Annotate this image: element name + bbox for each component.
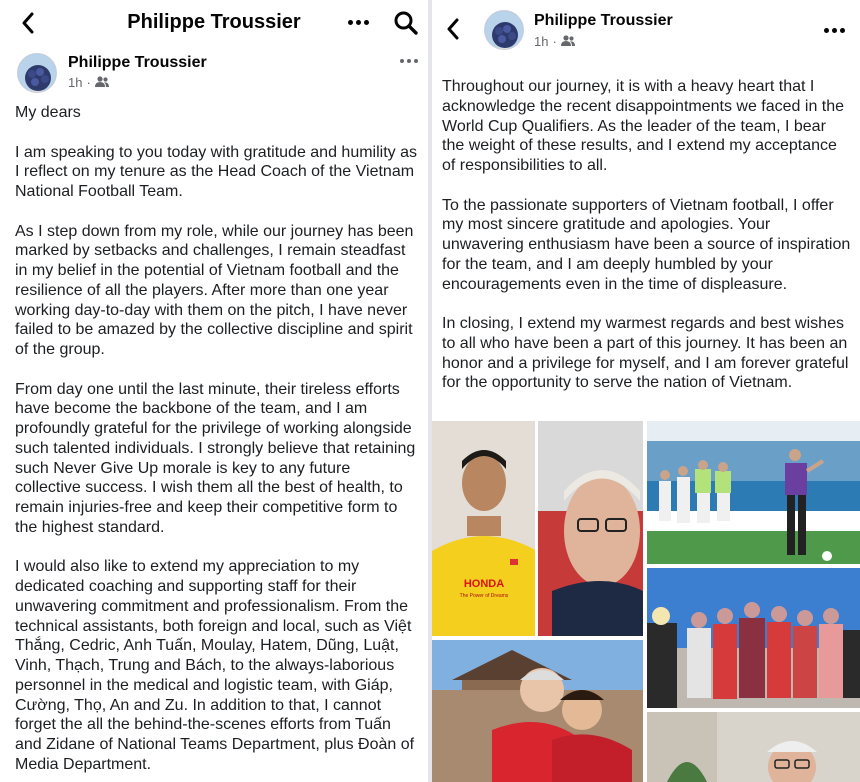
photo-group-outdoor[interactable] (647, 568, 860, 708)
photo-selfie[interactable] (432, 640, 643, 782)
post-paragraph: I would also like to extend my appreciation to my dedicated coaching and supporting staff for their unwavering commitment and professionalism. From the technical assistants, both foreign and local, such as Việt Thắng, Cedric, Anh Tuấn, Moulay, Hatem, Dũng, Luật, Vinh, Thạch, Trung and Bách, to the always-laborious personnel in the medical and logistic team, with Giáp, Cường, Thọ, An and Zu. In addition to that, I cannot forget the all the behind-the-scenes efforts from Tuấn and Zidane of National Teams Department, plus Đoàn of Media Department. (15, 558, 415, 773)
page-title: Philippe Troussier (127, 11, 301, 33)
post-paragraph: From day one until the last minute, their tireless efforts have become the backbone of the team, and I am profoundly grateful for the privilege of working alongside such talented individuals. I strongly believe that retaining such Never Give Up morale is key to any future collective success. I wish them all the best of health, to remain injuries-free and keep their competitive form to the highest standard. (15, 380, 416, 536)
back-arrow-icon[interactable] (446, 18, 466, 42)
top-bar (0, 0, 428, 46)
avatar[interactable] (484, 10, 524, 50)
friends-icon (561, 34, 575, 49)
author-name[interactable]: Philippe Troussier (534, 12, 673, 29)
post-meta (534, 34, 575, 49)
more-icon[interactable] (824, 28, 845, 33)
post-paragraph: In closing, I extend my warmest regards and best wishes to all who have been a part of this journey. It has been an honor and a privilege for myself, and I am forever grateful for the opportunity to serve the nation of Vietnam. (442, 315, 849, 392)
photo-player-and-coach[interactable] (432, 421, 643, 636)
jersey-subtext: The Power of Dreams (459, 593, 509, 599)
post-time: 1h (68, 75, 83, 90)
search-icon[interactable] (393, 10, 419, 36)
meta-separator: · (552, 34, 557, 49)
post-meta (68, 75, 109, 90)
post-more-icon[interactable] (400, 59, 418, 63)
post-paragraph: Throughout our journey, it is with a heavy heart that I acknowledge the recent disappointments we faced in the World Cup Qualifiers. As the leader of the team, I bear the weight of these results, and I extend my acceptance of responsibilities to all. (442, 78, 845, 174)
post-header (484, 10, 784, 54)
left-screenshot (0, 0, 428, 782)
meta-separator: · (86, 75, 91, 90)
post-body (15, 103, 419, 782)
post-body (442, 77, 852, 413)
post-time: 1h (534, 34, 549, 49)
right-screenshot (432, 0, 860, 782)
post-paragraph: To the passionate supporters of Vietnam football, I offer my most sincere gratitude and apologies. Your unwavering enthusiasm have been a source of inspiration for the team, and I am deeply humbled by your encouragements even in the time of displeasure. (442, 196, 851, 293)
post-paragraph: As I step down from my role, while our journey has been marked by setbacks and challenges, I remain steadfast in my belief in the potential of Vietnam football and the resilience of all the players. After more than one year working day-to-day with them on the pitch, I have never failed to be amazed by the collective discipline and spirit of the group. (15, 222, 414, 358)
post-paragraph: My dears (15, 104, 81, 121)
more-icon[interactable] (346, 16, 370, 28)
post-paragraph: I am speaking to you today with gratitude and humility as I reflect on my tenure as the Head Coach of the Vietnam National Football Team. (15, 143, 417, 200)
board-text-2: He (837, 511, 858, 528)
avatar[interactable] (17, 53, 57, 93)
photo-coach-portrait[interactable] (647, 712, 860, 782)
post-header (17, 53, 421, 97)
jersey-sponsor: HONDA (463, 578, 505, 590)
photo-training-session[interactable] (647, 421, 860, 564)
friends-icon (95, 75, 109, 90)
author-name[interactable]: Philippe Troussier (68, 54, 207, 71)
board-text-1: balif (737, 511, 767, 528)
